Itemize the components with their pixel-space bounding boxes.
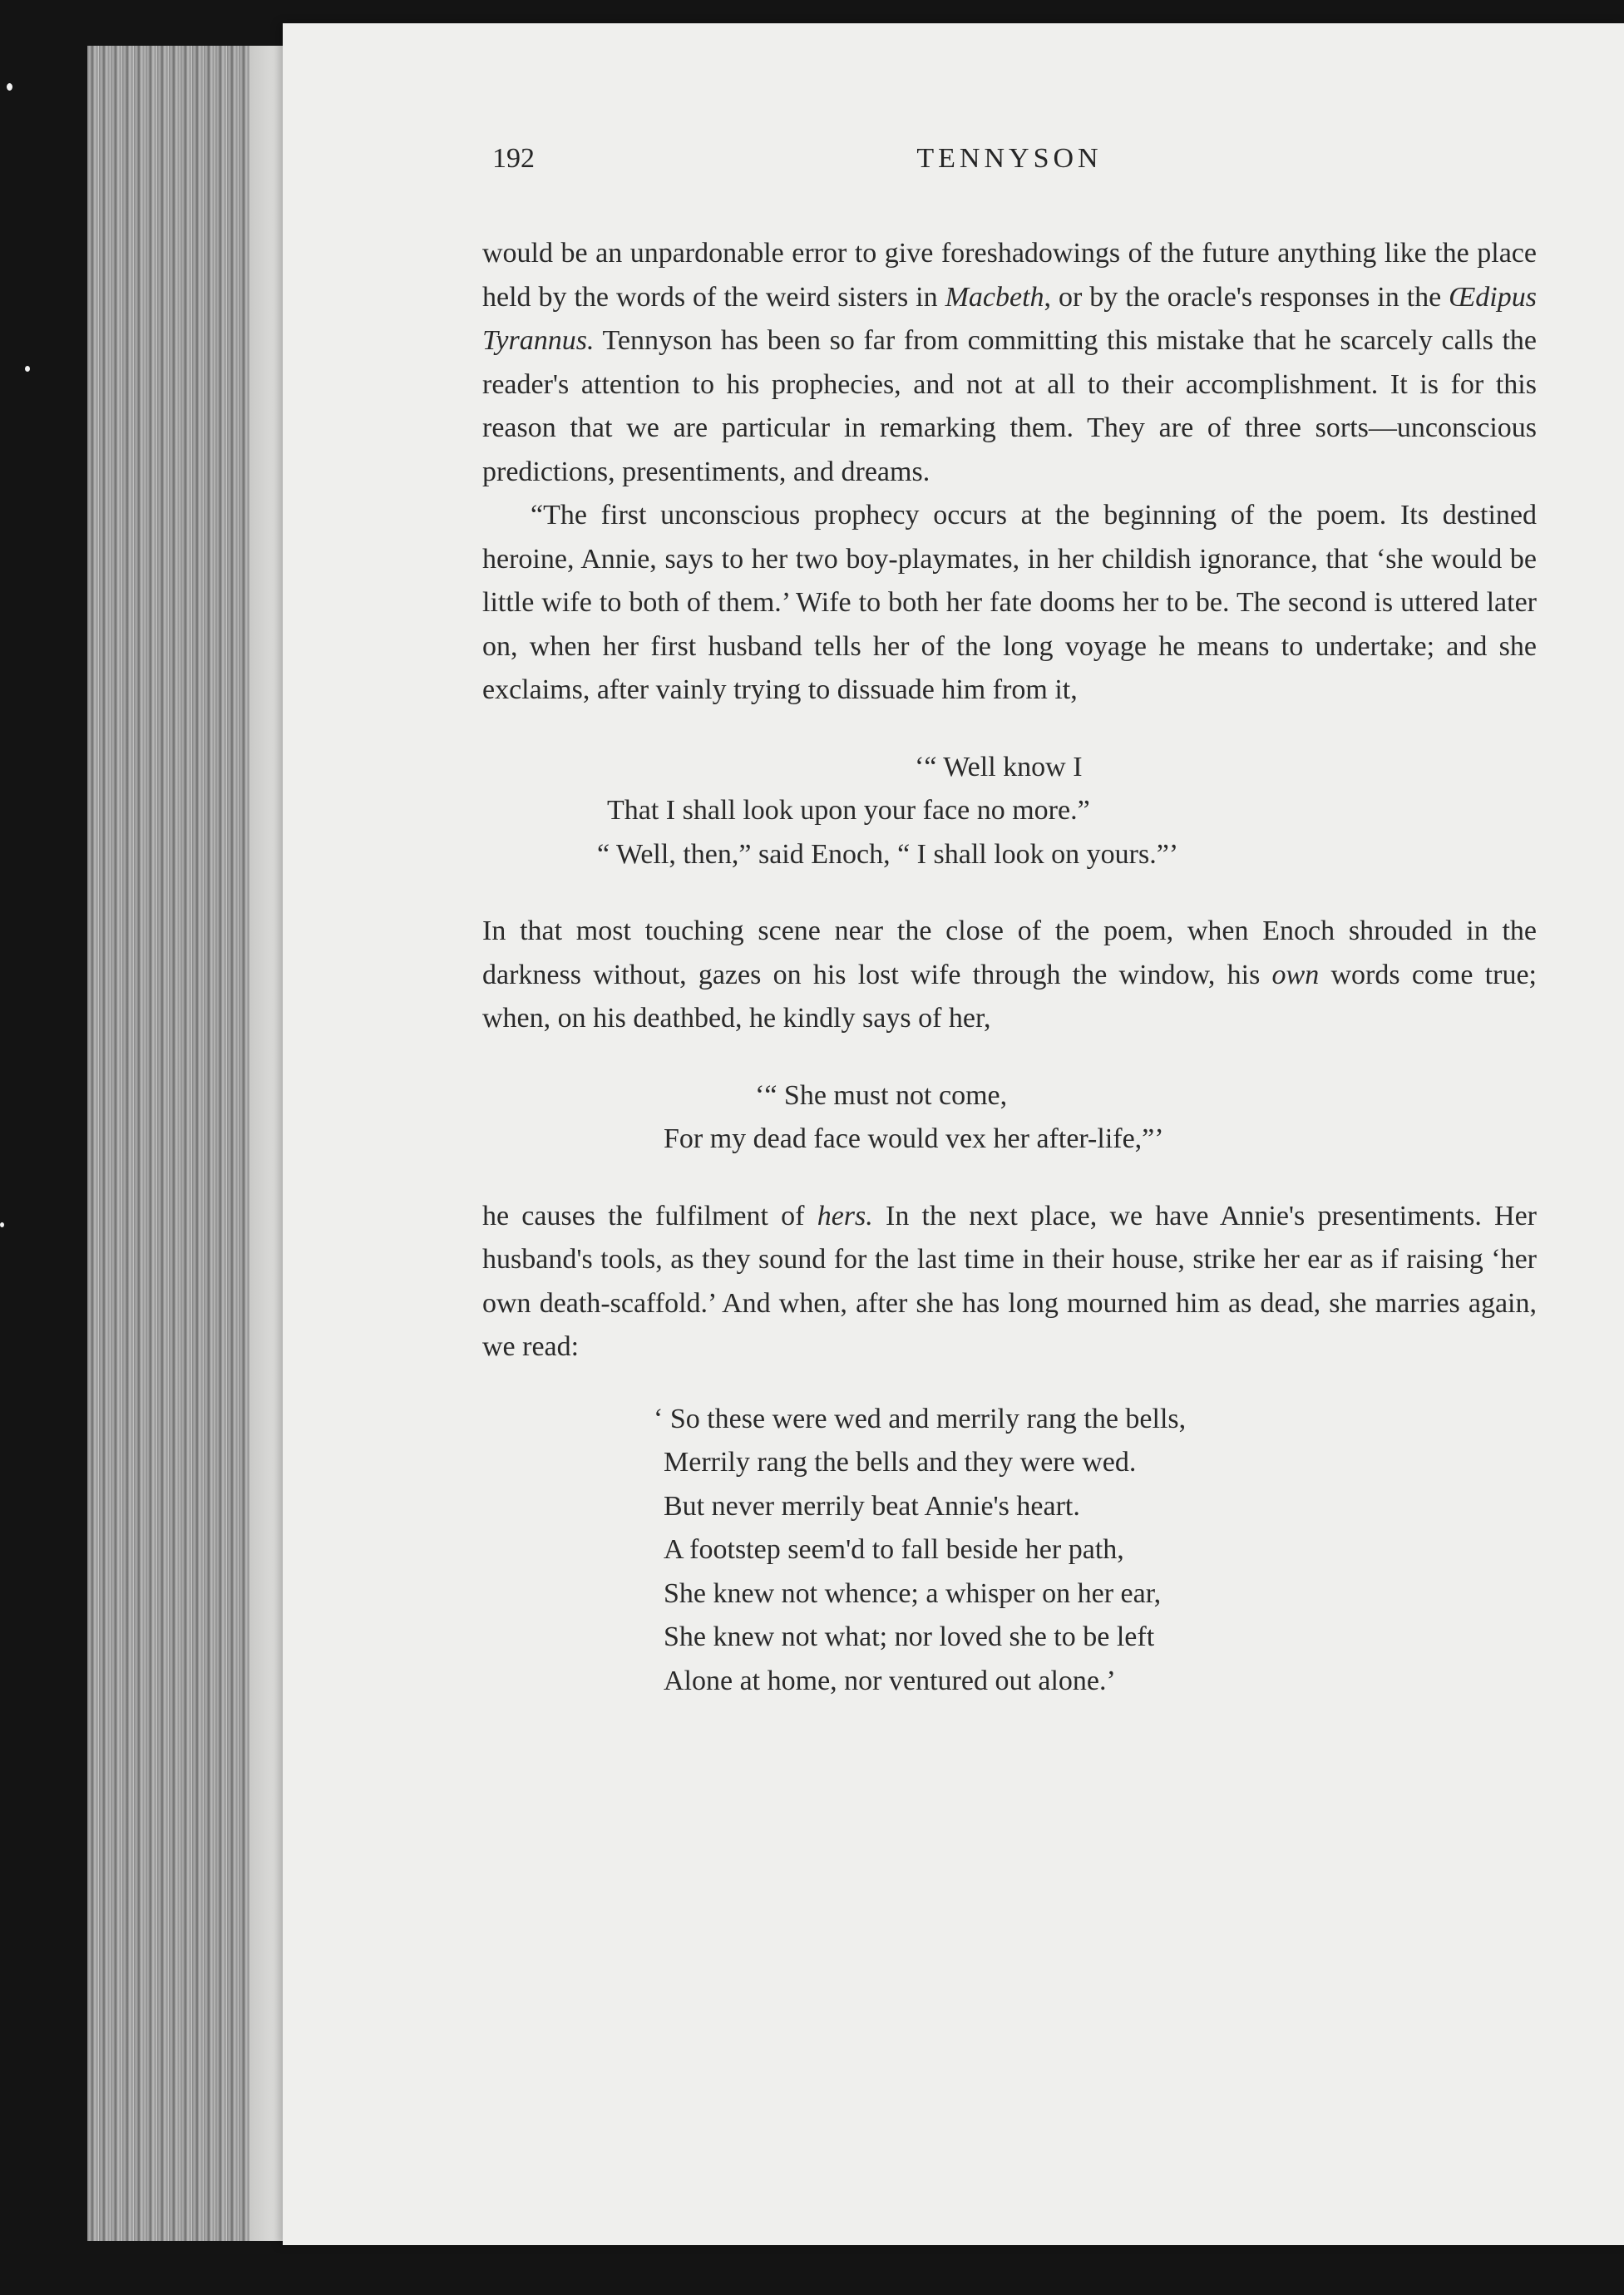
- text-span: words come true; when, on his deathbed, he kindly says of her,: [482, 959, 1537, 1034]
- verse-line: For my dead face would vex her after-life,”’: [664, 1123, 1164, 1154]
- page-header: [482, 137, 1537, 184]
- verse-line: But never merrily beat Annie's heart.: [664, 1490, 1080, 1522]
- italic-word-hers: hers.: [817, 1200, 873, 1231]
- verse-line: ‘“ Well know I: [915, 751, 1083, 782]
- verse-line: She knew not whence; a whisper on her ear,: [664, 1577, 1162, 1609]
- text-span: In that most touching scene near the close of the poem, when Enoch shrouded in the darkness without, gazes on his lost wife through the window, his: [482, 916, 1537, 990]
- italic-title-oedipus: Œdipus Tyrannus.: [482, 281, 1537, 356]
- dust-speck: [7, 83, 12, 91]
- paragraph-2: “The first unconscious prophecy occurs at the beginning of the poem. Its destined heroine, Annie, says to her two boy-playmates, in her childish ignorance, that ‘she would be little wife to both of them.’ Wife to both her fate dooms her to be. The second is uttered later on, when her first husband tells her of the long voyage he means to undertake; and she exclaims, after vainly trying to dissuade him from it,: [482, 500, 1537, 705]
- text-span: he causes the fulfilment of: [482, 1200, 817, 1231]
- text-span: In the next place, we have Annie's presentiments. Her husband's tools, as they sound for the last time in their house, strike her ear as if raising ‘her own death-scaffold.’ And when, after she has long mourned him as dead, she marries again, we read:: [482, 1200, 1538, 1362]
- text-span: , or by the oracle's responses in the: [1044, 281, 1449, 313]
- paragraph-4: [482, 1195, 1537, 1370]
- page-edge-gap: [249, 46, 287, 2241]
- dust-speck: [0, 1222, 4, 1227]
- verse-line: Alone at home, nor ventured out alone.’: [664, 1665, 1116, 1696]
- paragraph-1: [482, 232, 1537, 494]
- verse-quote-3: [482, 1398, 1537, 1704]
- italic-word-own: own: [1271, 959, 1320, 990]
- verse-line: That I shall look upon your face no more.”: [607, 795, 1090, 826]
- verse-line: ‘“ She must not come,: [755, 1079, 1008, 1111]
- verse-line: A footstep seem'd to fall beside her path,: [664, 1534, 1124, 1565]
- italic-title-macbeth: Macbeth: [945, 281, 1044, 313]
- verse-line: ‘ So these were wed and merrily rang the bells,: [654, 1403, 1187, 1434]
- verse-quote-2: [482, 1074, 1537, 1162]
- dust-speck: [25, 366, 30, 372]
- text-span: would be an unpardonable error to give foreshadowings of the future anything like the place held by the words of the weird sisters in: [482, 238, 1537, 313]
- paragraph-3: [482, 910, 1537, 1041]
- page-content: [482, 137, 1537, 1736]
- verse-line: She knew not what; nor loved she to be left: [664, 1621, 1155, 1652]
- text-span: Tennyson has been so far from committing this mistake that he scarcely calls the reader's attention to his prophecies, and not at all to their accomplishment. It is for this reason that we are particular in remarking them. They are of three sorts—unconscious predictions, presentiments, and dreams.: [482, 325, 1537, 487]
- verse-quote-1: [482, 746, 1537, 877]
- page-number: 192: [492, 143, 535, 174]
- verse-line: Merrily rang the bells and they were wed.: [664, 1447, 1137, 1478]
- running-head: TENNYSON: [916, 143, 1103, 174]
- verse-line: “ Well, then,” said Enoch, “ I shall look on yours.”’: [597, 838, 1179, 870]
